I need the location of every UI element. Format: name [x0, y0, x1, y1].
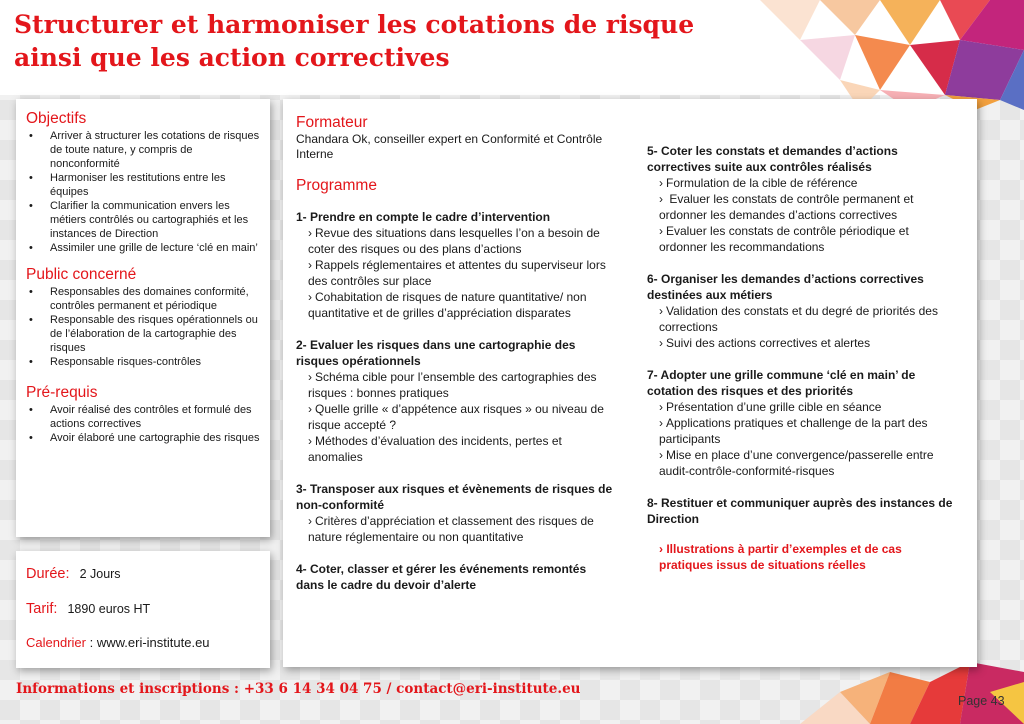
module-item-text: Méthodes d’évaluation des incidents, pertes et anomalies	[308, 434, 562, 464]
tarif-value: 1890 euros HT	[67, 602, 151, 616]
module-item	[296, 257, 616, 289]
module-item-text: Validation des constats et du degré de priorités des corrections	[659, 304, 938, 334]
module-item-text: Evaluer les constats de contrôle périodique et ordonner les recommandations	[659, 224, 909, 254]
formateur-text: Chandara Ok, conseiller expert en Conformité et Contrôle Interne	[296, 132, 603, 161]
module-item	[296, 513, 616, 545]
chevron-right-icon: ›	[308, 290, 312, 304]
module-item-text: Applications pratiques et challenge de la part des participants	[659, 416, 928, 446]
module-item-text: Revue des situations dans lesquelles l’on a besoin de coter des risques ou des plans d’actions	[308, 226, 600, 256]
highlight-text: Illustrations à partir d’exemples et de cas pratiques issus de situations réelles	[659, 542, 902, 572]
module-item	[647, 175, 957, 191]
page-number: Page 43	[958, 694, 1005, 708]
module-title: 8- Restituer et communiquer auprès des instances de Direction	[647, 496, 953, 526]
module-item	[647, 335, 957, 351]
title-line-1: Structurer et harmoniser les cotations de risque	[14, 10, 695, 39]
list-item: • Arriver à structurer les cotations de risques de toute nature, y compris de nonconformité	[26, 129, 260, 171]
module-item	[647, 447, 957, 479]
chevron-right-icon: ›	[308, 370, 312, 384]
module-item-text: Suivi des actions correctives et alertes	[666, 336, 871, 350]
module-item	[647, 399, 957, 415]
list-item: • Avoir réalisé des contrôles et formulé des actions correctives	[26, 403, 260, 431]
objectifs-heading: Objectifs	[26, 110, 87, 127]
module-title: 7- Adopter une grille commune ‘clé en main’ de cotation des risques et des priorités	[647, 368, 916, 398]
programme-panel	[283, 99, 977, 667]
calendrier-link[interactable]: www.eri-institute.eu	[96, 635, 210, 650]
module-title: 4- Coter, classer et gérer les événements remontés dans le cadre du devoir d’alerte	[296, 562, 587, 592]
title-line-2: ainsi que les action correctives	[14, 43, 450, 72]
module-title: 3- Transposer aux risques et évènements de risques de non-conformité	[296, 482, 613, 512]
chevron-right-icon: ›	[308, 434, 312, 448]
duree-value: 2 Jours	[79, 567, 121, 581]
list-item: • Clarifier la communication envers les métiers contrôlés ou cartographiés et les instances de Direction	[26, 199, 260, 241]
modules-list-1	[296, 209, 616, 593]
duree-label: Durée	[26, 566, 66, 582]
prerequis-list	[26, 403, 260, 445]
public-heading: Public concerné	[26, 266, 137, 283]
list-item: • Harmoniser les restitutions entre les équipes	[26, 171, 260, 199]
left-info-panel	[16, 99, 270, 537]
public-list	[26, 285, 260, 369]
chevron-right-icon: ›	[308, 226, 312, 240]
objectifs-list	[26, 129, 260, 255]
module-item	[647, 303, 957, 335]
module-item-text: Cohabitation de risques de nature quantitative/ non quantitative et de grilles d’appréciation disparates	[308, 290, 587, 320]
module-item-text: Formulation de la cible de référence	[666, 176, 858, 190]
module-item-text: Critères d’appréciation et classement des risques de nature réglementaire ou non quantitative	[308, 514, 594, 544]
module-item	[647, 223, 957, 255]
programme-module	[647, 143, 957, 255]
module-item	[296, 225, 616, 257]
decorative-polygons-top	[760, 0, 1024, 110]
module-item	[296, 369, 616, 401]
highlight-note: › Illustrations à partir d’exemples et de cas pratiques issus de situations réelles	[659, 542, 902, 572]
module-item-text: Mise en place d’une convergence/passerelle entre audit-contrôle-conformité-risques	[659, 448, 934, 478]
list-item: • Responsable des risques opérationnels ou de l’élaboration de la cartographie des risques	[26, 313, 260, 355]
module-item-text: Quelle grille « d’appétence aux risques » ou niveau de risque accepté ?	[308, 402, 604, 432]
programme-module	[647, 495, 957, 527]
module-item	[647, 191, 957, 223]
module-item-text: Rappels réglementaires et attentes du superviseur lors des contrôles sur place	[308, 258, 606, 288]
chevron-right-icon: ›	[659, 192, 663, 206]
module-item-text: Présentation d’une grille cible en séance	[666, 400, 882, 414]
course-info-panel	[16, 551, 270, 668]
programme-column-2	[647, 143, 957, 573]
programme-heading: Programme	[296, 177, 377, 194]
programme-column-1	[296, 113, 616, 593]
prerequis-heading: Pré-requis	[26, 384, 98, 401]
chevron-right-icon: ›	[659, 336, 663, 350]
module-item	[296, 433, 616, 465]
tarif-line: Tarif: 1890 euros HT	[26, 601, 151, 617]
chevron-right-icon: ›	[659, 224, 663, 238]
programme-module	[296, 481, 616, 545]
decorative-polygons-bottom	[800, 662, 1024, 724]
programme-module	[296, 337, 616, 465]
module-title: 6- Organiser les demandes d’actions correctives destinées aux métiers	[647, 272, 924, 302]
programme-module	[647, 367, 957, 479]
module-item	[647, 415, 957, 447]
formateur-heading: Formateur	[296, 114, 368, 131]
calendrier-label: Calendrier	[26, 635, 86, 650]
module-title: 2- Evaluer les risques dans une cartographie des risques opérationnels	[296, 338, 576, 368]
list-item: • Responsable risques-contrôles	[26, 355, 260, 369]
programme-module	[296, 561, 616, 593]
chevron-right-icon: ›	[659, 448, 663, 462]
calendrier-line: Calendrier : www.eri-institute.eu	[26, 635, 210, 650]
modules-list-2	[647, 143, 957, 527]
chevron-right-icon: ›	[308, 402, 312, 416]
chevron-right-icon: ›	[659, 304, 663, 318]
module-item-text: Schéma cible pour l’ensemble des cartographies des risques : bonnes pratiques	[308, 370, 597, 400]
module-title: 5- Coter les constats et demandes d’actions correctives suite aux contrôles réalisés	[647, 144, 898, 174]
module-title: 1- Prendre en compte le cadre d’intervention	[296, 210, 551, 224]
list-item: • Responsables des domaines conformité, contrôles permanent et périodique	[26, 285, 260, 313]
list-item: • Assimiler une grille de lecture ‘clé en main’	[26, 241, 260, 255]
footer-contact: Informations et inscriptions : +33 6 14 34 04 75 / contact@eri-institute.eu	[16, 681, 581, 697]
programme-module	[296, 209, 616, 321]
programme-module	[647, 271, 957, 351]
duree-line: Durée: 2 Jours	[26, 566, 121, 582]
chevron-right-icon: ›	[308, 258, 312, 272]
chevron-right-icon: ›	[659, 400, 663, 414]
module-item	[296, 289, 616, 321]
list-item: • Avoir élaboré une cartographie des risques	[26, 431, 260, 445]
chevron-right-icon: ›	[659, 176, 663, 190]
module-item-text: Evaluer les constats de contrôle permanent et ordonner les demandes d’actions correctives	[659, 192, 914, 222]
chevron-right-icon: ›	[659, 416, 663, 430]
page-title	[14, 8, 774, 74]
tarif-label: Tarif	[26, 601, 54, 617]
module-item	[296, 401, 616, 433]
chevron-right-icon: ›	[308, 514, 312, 528]
